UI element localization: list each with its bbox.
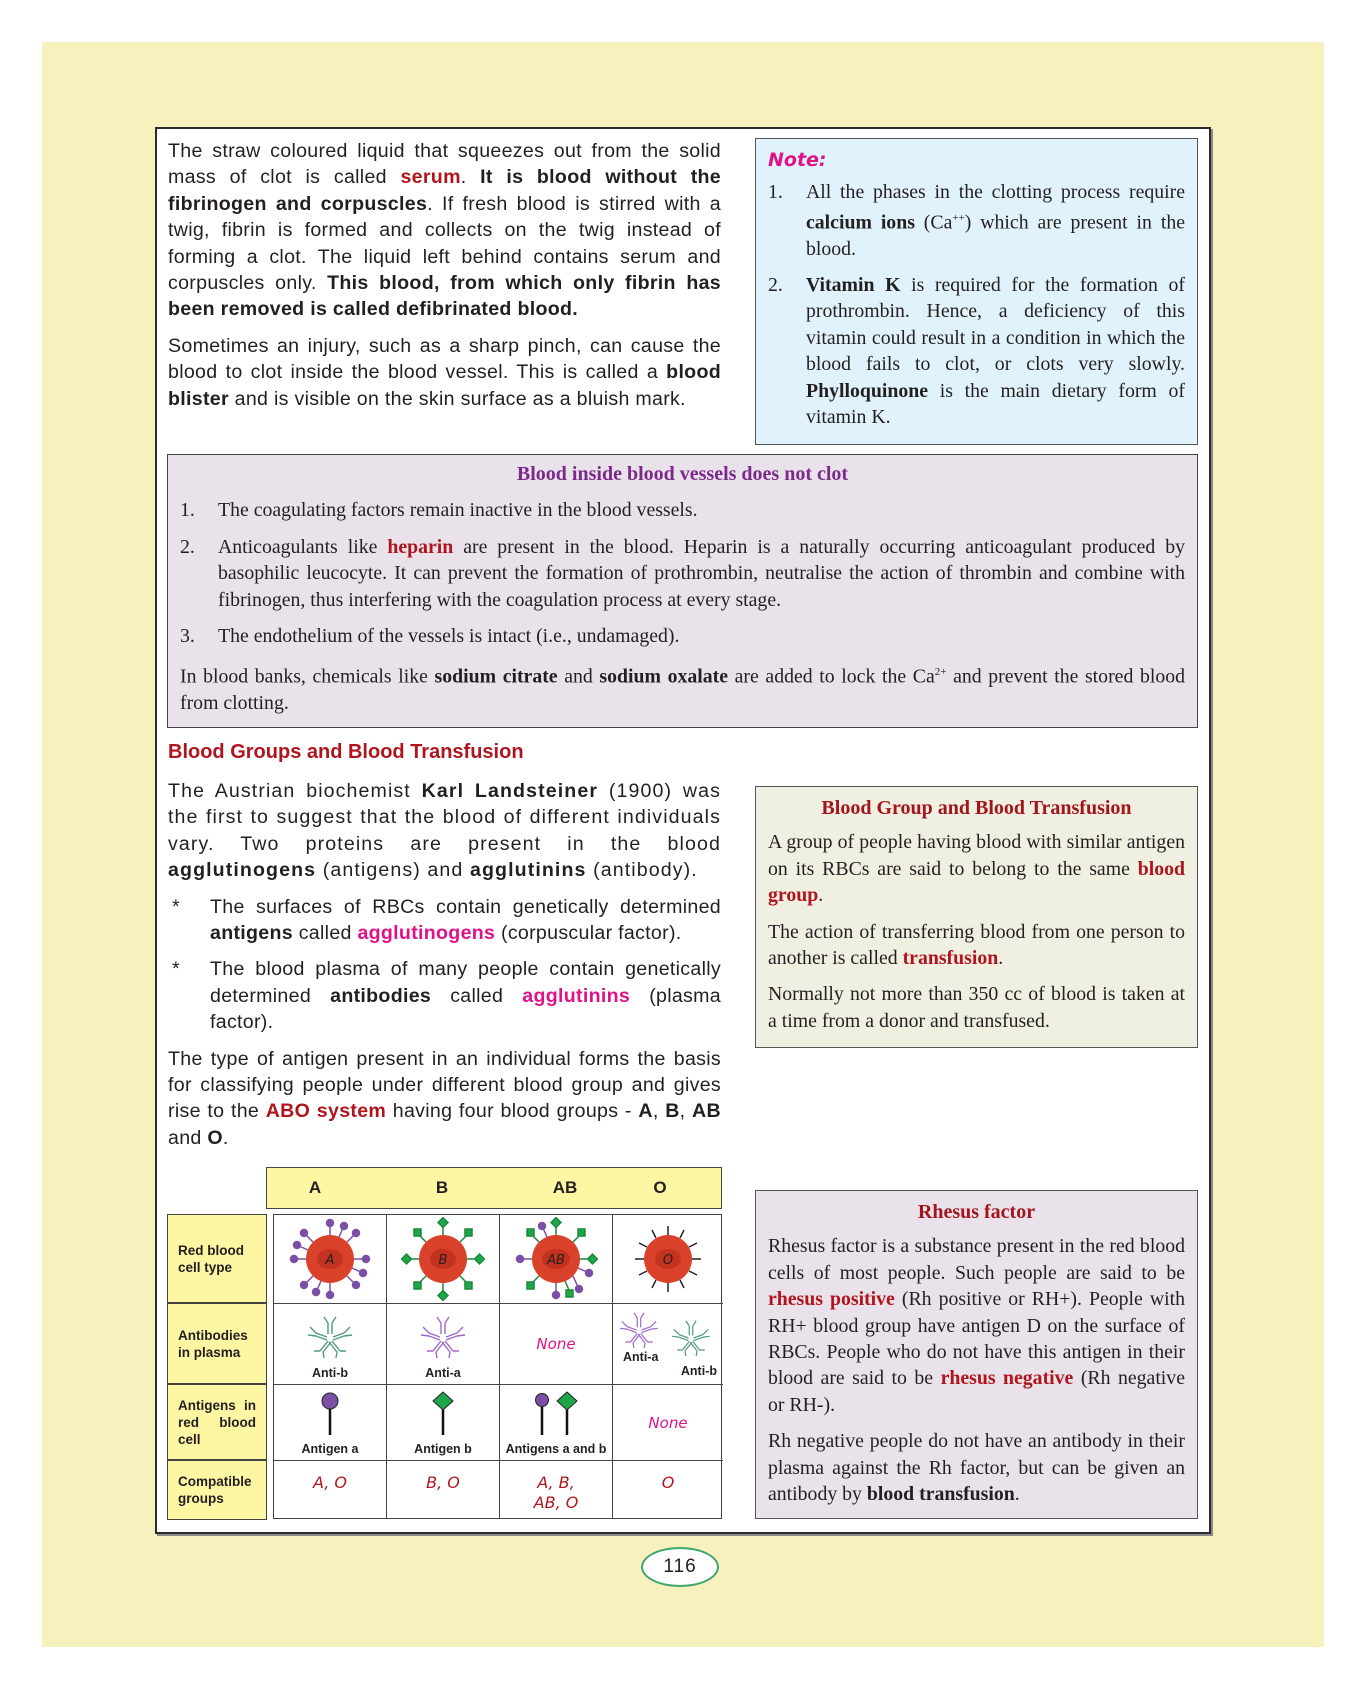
intro-text bbox=[168, 138, 721, 412]
rh-paragraph bbox=[768, 1428, 1185, 1507]
text: (Ca bbox=[914, 212, 953, 234]
antibody-anti-b-icon bbox=[302, 1312, 358, 1362]
term-agglutinogens-highlight: agglutinogens bbox=[357, 922, 496, 945]
table-cell bbox=[387, 1385, 500, 1461]
table-cell bbox=[274, 1461, 387, 1518]
antigen-label: Antigens a and b bbox=[505, 1442, 607, 1456]
term-abo-system: ABO system bbox=[265, 1100, 387, 1123]
text: The Austrian biochemist bbox=[168, 780, 422, 802]
group-b: B bbox=[665, 1100, 680, 1123]
compatible-groups: A, B, bbox=[537, 1473, 575, 1492]
table-cell bbox=[387, 1304, 500, 1385]
rh-paragraph bbox=[768, 1233, 1185, 1418]
term-blood-group: blood group bbox=[768, 857, 1185, 907]
rbc-label: O bbox=[662, 1253, 674, 1268]
row-label-antibodies: Antibodies in plasma bbox=[167, 1303, 267, 1384]
bold-text: antibodies bbox=[330, 984, 432, 1007]
compatible-groups: AB, O bbox=[533, 1493, 579, 1512]
term-agglutinogens: agglutinogens bbox=[168, 859, 317, 882]
antibody-anti-a-icon bbox=[615, 1308, 663, 1352]
table-cell bbox=[387, 1215, 500, 1304]
table-cell bbox=[500, 1304, 613, 1385]
bgt-paragraph bbox=[768, 829, 1185, 908]
term-rhesus-positive: rhesus positive bbox=[768, 1288, 895, 1311]
table-cell bbox=[500, 1385, 613, 1461]
group-a: A bbox=[638, 1100, 653, 1123]
text: (antigens) and bbox=[316, 859, 470, 882]
table-cell bbox=[613, 1304, 723, 1385]
text: (plasma factor). bbox=[210, 984, 721, 1034]
text: . bbox=[222, 1126, 229, 1149]
table-cell bbox=[274, 1215, 387, 1304]
section-body bbox=[168, 778, 721, 1151]
blood-group-info-box bbox=[755, 786, 1198, 1048]
term-blood-blister: blood blister bbox=[168, 361, 721, 410]
note-box bbox=[755, 138, 1198, 445]
table-cell bbox=[613, 1461, 723, 1518]
text: . bbox=[1014, 1483, 1020, 1506]
term-blood-transfusion: blood transfusion bbox=[866, 1483, 1015, 1506]
term-agglutinins: agglutinins bbox=[469, 859, 587, 882]
text: Rhesus factor is a substance present in the red blood cells of most people. Such people are said to be bbox=[768, 1235, 1185, 1284]
antibody-anti-a-icon bbox=[415, 1312, 471, 1362]
clot-box-title: Blood inside blood vessels does not clot bbox=[516, 463, 849, 485]
rbc-label: A bbox=[325, 1253, 335, 1268]
row-label-antigens: Antigens in red blood cell bbox=[167, 1384, 267, 1460]
intro-paragraph-2 bbox=[168, 333, 721, 412]
text: , bbox=[652, 1100, 666, 1123]
section-heading: Blood Groups and Blood Transfusion bbox=[168, 741, 524, 763]
table-cell bbox=[613, 1385, 723, 1461]
table-cell bbox=[274, 1385, 387, 1461]
compatible-groups: A, O bbox=[312, 1473, 347, 1492]
text: is the main dietary form of vitamin K. bbox=[806, 379, 1185, 429]
column-header-b: B bbox=[435, 1178, 449, 1197]
text: The straw coloured liquid that squeezes out from the solid mass of clot is called bbox=[168, 140, 721, 189]
superscript: ++ bbox=[952, 212, 965, 225]
blood-group-box-title: Blood Group and Blood Transfusion bbox=[821, 797, 1132, 819]
row-label-rbc-type: Red blood cell type bbox=[167, 1214, 267, 1303]
text: and is visible on the skin surface as a bluish mark. bbox=[228, 387, 686, 410]
term-karl-landsteiner: Karl Landsteiner bbox=[421, 780, 599, 802]
text: (Rh positive or RH+). People with RH+ blood group have antigen D on the surface of RBCs. People who do not have this antigen in their blood are said to be bbox=[768, 1288, 1185, 1390]
text: Rh negative people do not have an antibody in their plasma against the Rh factor, but can be given an antibody by bbox=[768, 1430, 1185, 1506]
term-agglutinins-highlight: agglutinins bbox=[522, 984, 631, 1007]
text: Anticoagulants like bbox=[218, 535, 388, 558]
text: and bbox=[168, 1126, 208, 1149]
text: All the phases in the clotting process require bbox=[806, 181, 1185, 204]
term-calcium-ions: calcium ions bbox=[806, 212, 915, 234]
rbc-label: AB bbox=[547, 1253, 565, 1268]
bullet-item bbox=[168, 894, 721, 947]
bullet-star: * bbox=[172, 958, 180, 981]
antibody-label: Anti-b bbox=[311, 1366, 349, 1380]
term-rhesus-negative: rhesus negative bbox=[940, 1367, 1074, 1390]
text: The surfaces of RBCs contain genetically determined bbox=[210, 895, 721, 918]
section-paragraph-1 bbox=[168, 778, 721, 884]
item-number: 1. bbox=[180, 499, 195, 522]
table-cell bbox=[500, 1215, 613, 1304]
rhesus-factor-box bbox=[755, 1190, 1198, 1519]
superscript: 2+ bbox=[934, 666, 947, 679]
note-item bbox=[768, 179, 1185, 262]
text: . bbox=[818, 884, 824, 907]
table-header bbox=[266, 1167, 722, 1209]
clot-info-box bbox=[167, 454, 1198, 728]
column-header-a: A bbox=[308, 1178, 322, 1197]
text: (corpuscular factor). bbox=[495, 922, 682, 945]
text: In blood banks, chemicals like bbox=[180, 666, 435, 689]
text: A group of people having blood with similar antigen on its RBCs are said to belong to the same bbox=[768, 831, 1185, 880]
item-number: 2. bbox=[180, 535, 195, 558]
item-number: 1. bbox=[768, 181, 783, 204]
table-cell bbox=[387, 1461, 500, 1518]
rbc-label: B bbox=[438, 1253, 448, 1268]
text: (antibody). bbox=[586, 859, 698, 882]
antibody-label: Anti-a bbox=[425, 1366, 461, 1380]
bold-text: It is blood without the fibrinogen and corpuscles bbox=[168, 166, 721, 215]
text: . bbox=[998, 947, 1004, 970]
note-item bbox=[768, 272, 1185, 430]
text: are present in the blood. Heparin is a naturally occurring anticoagulant produced by basophilic leucocyte. It can prevent the formation of prothrombin, neutralise the action of thrombin and combine with fibrinogen, thus interfering with the coagulation process at every stage. bbox=[218, 535, 1186, 611]
text: The action of transferring blood from one person to another is called bbox=[768, 920, 1185, 970]
text: The blood plasma of many people contain genetically determined bbox=[210, 958, 721, 1007]
term-serum: serum bbox=[400, 166, 461, 189]
antigen-a-icon bbox=[315, 1391, 345, 1437]
abo-table-grid bbox=[273, 1214, 722, 1519]
bullet-item bbox=[168, 956, 721, 1035]
text: Sometimes an injury, such as a sharp pinch, can cause the blood to clot inside the blood vessel. This is called a bbox=[168, 334, 721, 384]
term-sodium-citrate: sodium citrate bbox=[434, 666, 558, 689]
clot-item bbox=[180, 497, 1185, 523]
text: are added to lock the Ca bbox=[728, 666, 935, 689]
antigen-label: Antigen b bbox=[414, 1442, 472, 1456]
antigen-none: None bbox=[648, 1413, 688, 1432]
table-cell bbox=[274, 1304, 387, 1385]
clot-item bbox=[180, 534, 1185, 613]
antibody-label: Anti-a bbox=[623, 1350, 659, 1364]
page-number: 116 bbox=[641, 1547, 719, 1587]
text: called bbox=[292, 922, 358, 945]
text: , bbox=[679, 1100, 693, 1123]
clot-item bbox=[180, 623, 1185, 649]
text: called bbox=[431, 984, 523, 1007]
text: The type of antigen present in an individual forms the basis for classifying people under different blood group and gives rise to the bbox=[168, 1047, 721, 1123]
table-row-labels bbox=[167, 1214, 267, 1519]
bullet-star: * bbox=[172, 895, 180, 918]
bold-text: antigens bbox=[210, 922, 293, 945]
section-paragraph-2 bbox=[168, 1046, 721, 1152]
antigens-a-and-b-icon bbox=[529, 1391, 583, 1437]
group-ab: AB bbox=[692, 1100, 721, 1123]
group-o: O bbox=[207, 1126, 223, 1149]
text: . bbox=[460, 166, 481, 189]
table-cell bbox=[613, 1215, 723, 1304]
term-phylloquinone: Phylloquinone bbox=[806, 379, 929, 402]
antigen-b-icon bbox=[428, 1391, 458, 1437]
column-header-ab: AB bbox=[552, 1178, 578, 1197]
term-heparin: heparin bbox=[387, 535, 454, 558]
row-label-compatible: Compatible groups bbox=[167, 1460, 267, 1520]
antigen-label: Antigen a bbox=[301, 1442, 359, 1456]
column-header-o: O bbox=[653, 1178, 667, 1197]
rhesus-box-title: Rhesus factor bbox=[917, 1201, 1036, 1223]
compatible-groups: B, O bbox=[426, 1473, 460, 1492]
item-number: 2. bbox=[768, 274, 783, 296]
text: (1900) was the first to suggest that the blood of different individuals vary. Two proteins are present in the blood bbox=[168, 780, 721, 855]
bold-text: This blood, from which only fibrin has been removed is called defibrinated blood. bbox=[168, 272, 721, 321]
term-vitamin-k: Vitamin K bbox=[806, 274, 901, 296]
bgt-paragraph: Normally not more than 350 cc of blood is taken at a time from a donor and transfused. bbox=[768, 983, 1185, 1032]
antibody-none: None bbox=[536, 1335, 576, 1353]
text: . If fresh blood is stirred with a twig, fibrin is formed and collects on the twig instead of forming a clot. The liquid left behind contains serum and corpuscles only. bbox=[168, 192, 721, 295]
term-sodium-oxalate: sodium oxalate bbox=[599, 666, 729, 689]
term-transfusion: transfusion bbox=[902, 947, 999, 970]
table-cell bbox=[500, 1461, 613, 1518]
clot-box-footer bbox=[180, 659, 1185, 716]
text: having four blood groups - bbox=[386, 1100, 639, 1123]
text: and bbox=[557, 666, 600, 689]
intro-paragraph-1 bbox=[168, 138, 721, 323]
text: and prevent the stored blood from clotting. bbox=[180, 666, 1186, 715]
item-text: The coagulating factors remain inactive in the blood vessels. bbox=[218, 499, 698, 522]
note-title: Note: bbox=[768, 149, 827, 171]
text: (Rh negative or RH-). bbox=[768, 1367, 1185, 1416]
text: ) which are present in the blood. bbox=[806, 212, 1185, 260]
item-number: 3. bbox=[180, 625, 195, 648]
antibody-label: Anti-b bbox=[680, 1364, 717, 1378]
bgt-paragraph bbox=[768, 919, 1185, 972]
item-text: The endothelium of the vessels is intact (i.e., undamaged). bbox=[218, 625, 680, 648]
compatible-groups: O bbox=[661, 1473, 675, 1492]
antibody-anti-b-icon bbox=[667, 1316, 715, 1360]
text: is required for the formation of prothrombin. Hence, a deficiency of this vitamin could result in a condition in which the blood fails to clot, or clots very slowly. bbox=[806, 274, 1185, 376]
